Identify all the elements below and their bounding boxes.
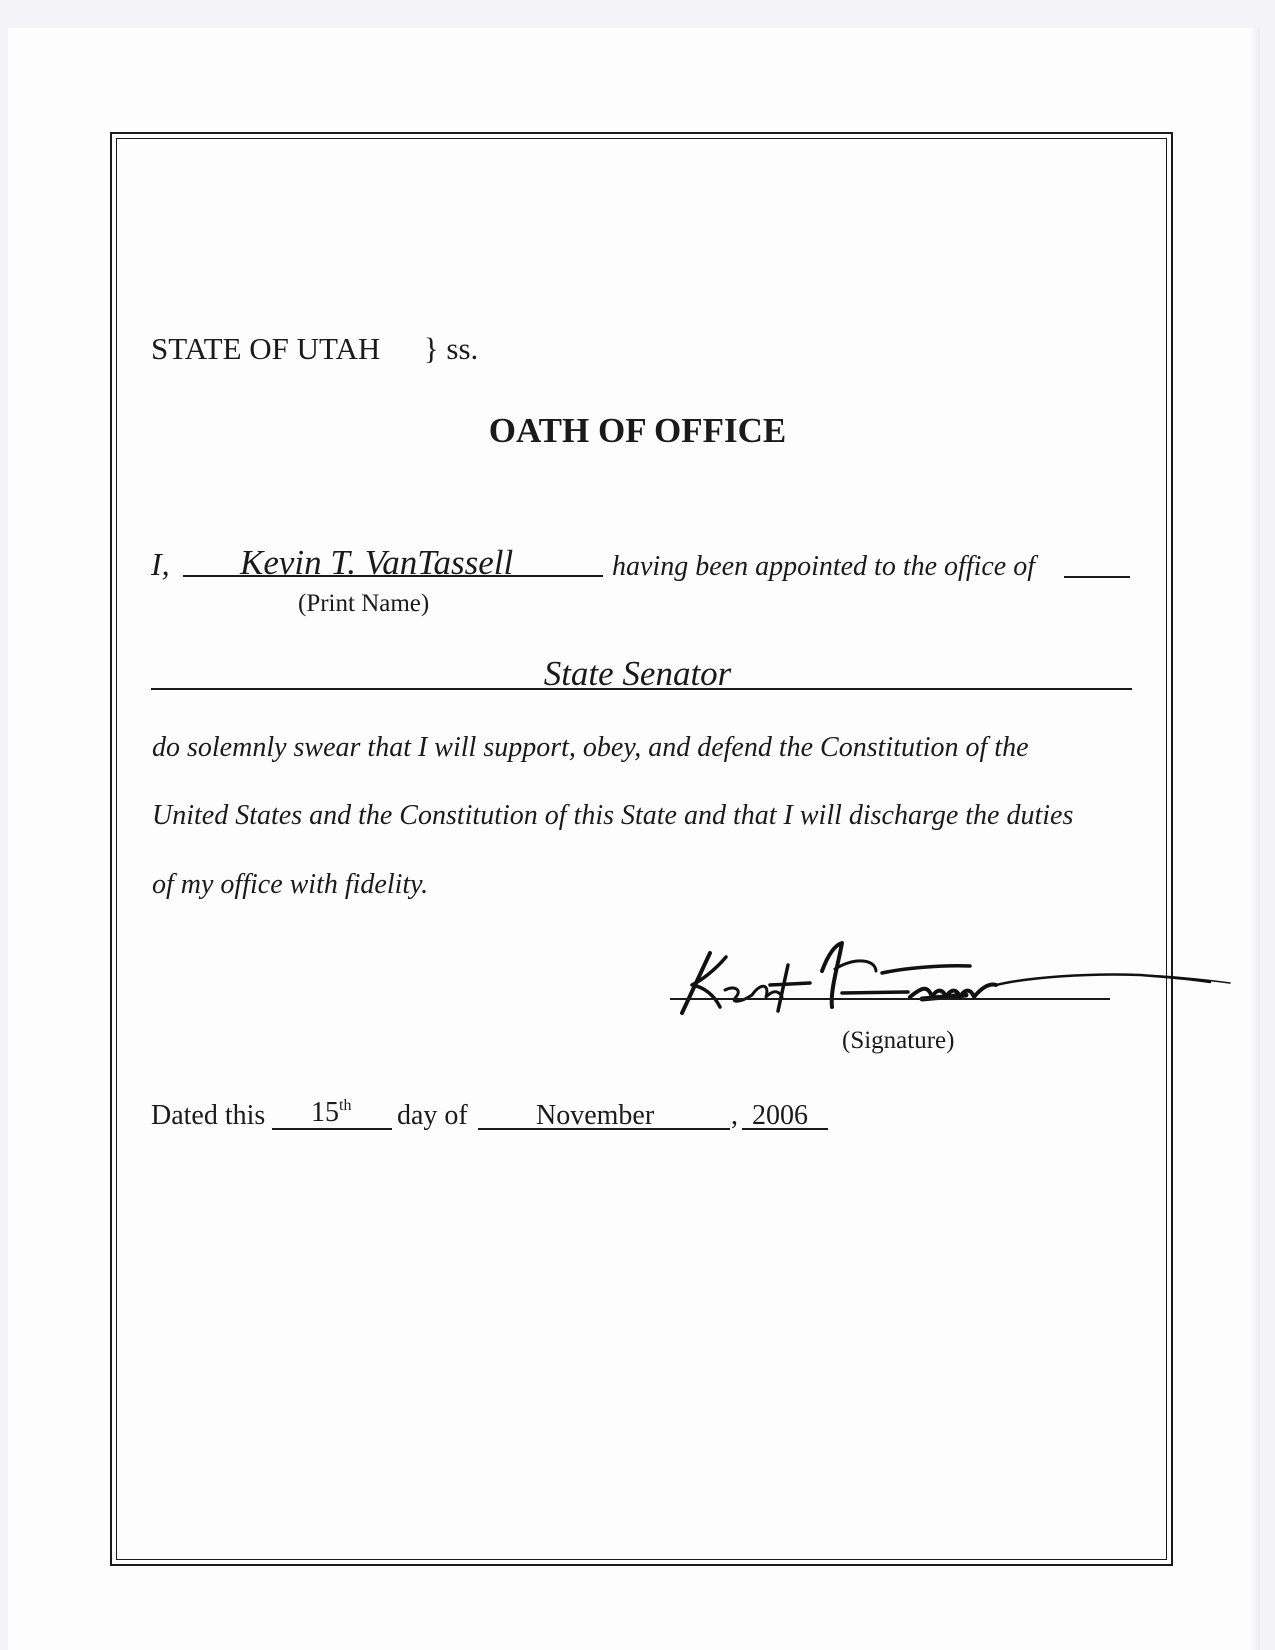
office-trailing-underline	[1064, 576, 1130, 578]
office-value: State Senator	[543, 654, 732, 693]
day-of-text: day of	[397, 1100, 468, 1131]
oath-text-line-1: do solemnly swear that I will support, obey, and defend the Constitution of the	[152, 732, 1029, 763]
ss-brace: }	[423, 331, 439, 366]
oath-text-line-2: United States and the Constitution of this State and that I will discharge the duties	[152, 800, 1074, 831]
office-underline	[151, 688, 1132, 690]
printed-name-value: Kevin T. VanTassell	[240, 543, 514, 582]
oath-text-line-3: of my office with fidelity.	[152, 869, 429, 900]
signature-caption: (Signature)	[842, 1027, 955, 1054]
page-edge-shadow	[1250, 28, 1260, 1650]
document-title: OATH OF OFFICE	[488, 411, 787, 450]
state-line: STATE OF UTAH	[151, 331, 381, 366]
ss-abbreviation: ss.	[446, 331, 479, 366]
day-value	[311, 1097, 351, 1129]
print-name-caption: (Print Name)	[298, 590, 430, 617]
year-value: 2006	[752, 1100, 808, 1131]
date-comma: ,	[731, 1100, 738, 1131]
appointed-text: having been appointed to the office of	[612, 551, 1036, 582]
day-number: 15	[311, 1097, 339, 1128]
month-value: November	[536, 1100, 655, 1131]
day-suffix: th	[339, 1097, 352, 1114]
dated-prefix: Dated this	[151, 1100, 266, 1131]
oath-prefix: I,	[151, 546, 170, 582]
handwritten-signature	[670, 935, 1250, 1025]
state-of-utah-heading	[151, 331, 478, 367]
